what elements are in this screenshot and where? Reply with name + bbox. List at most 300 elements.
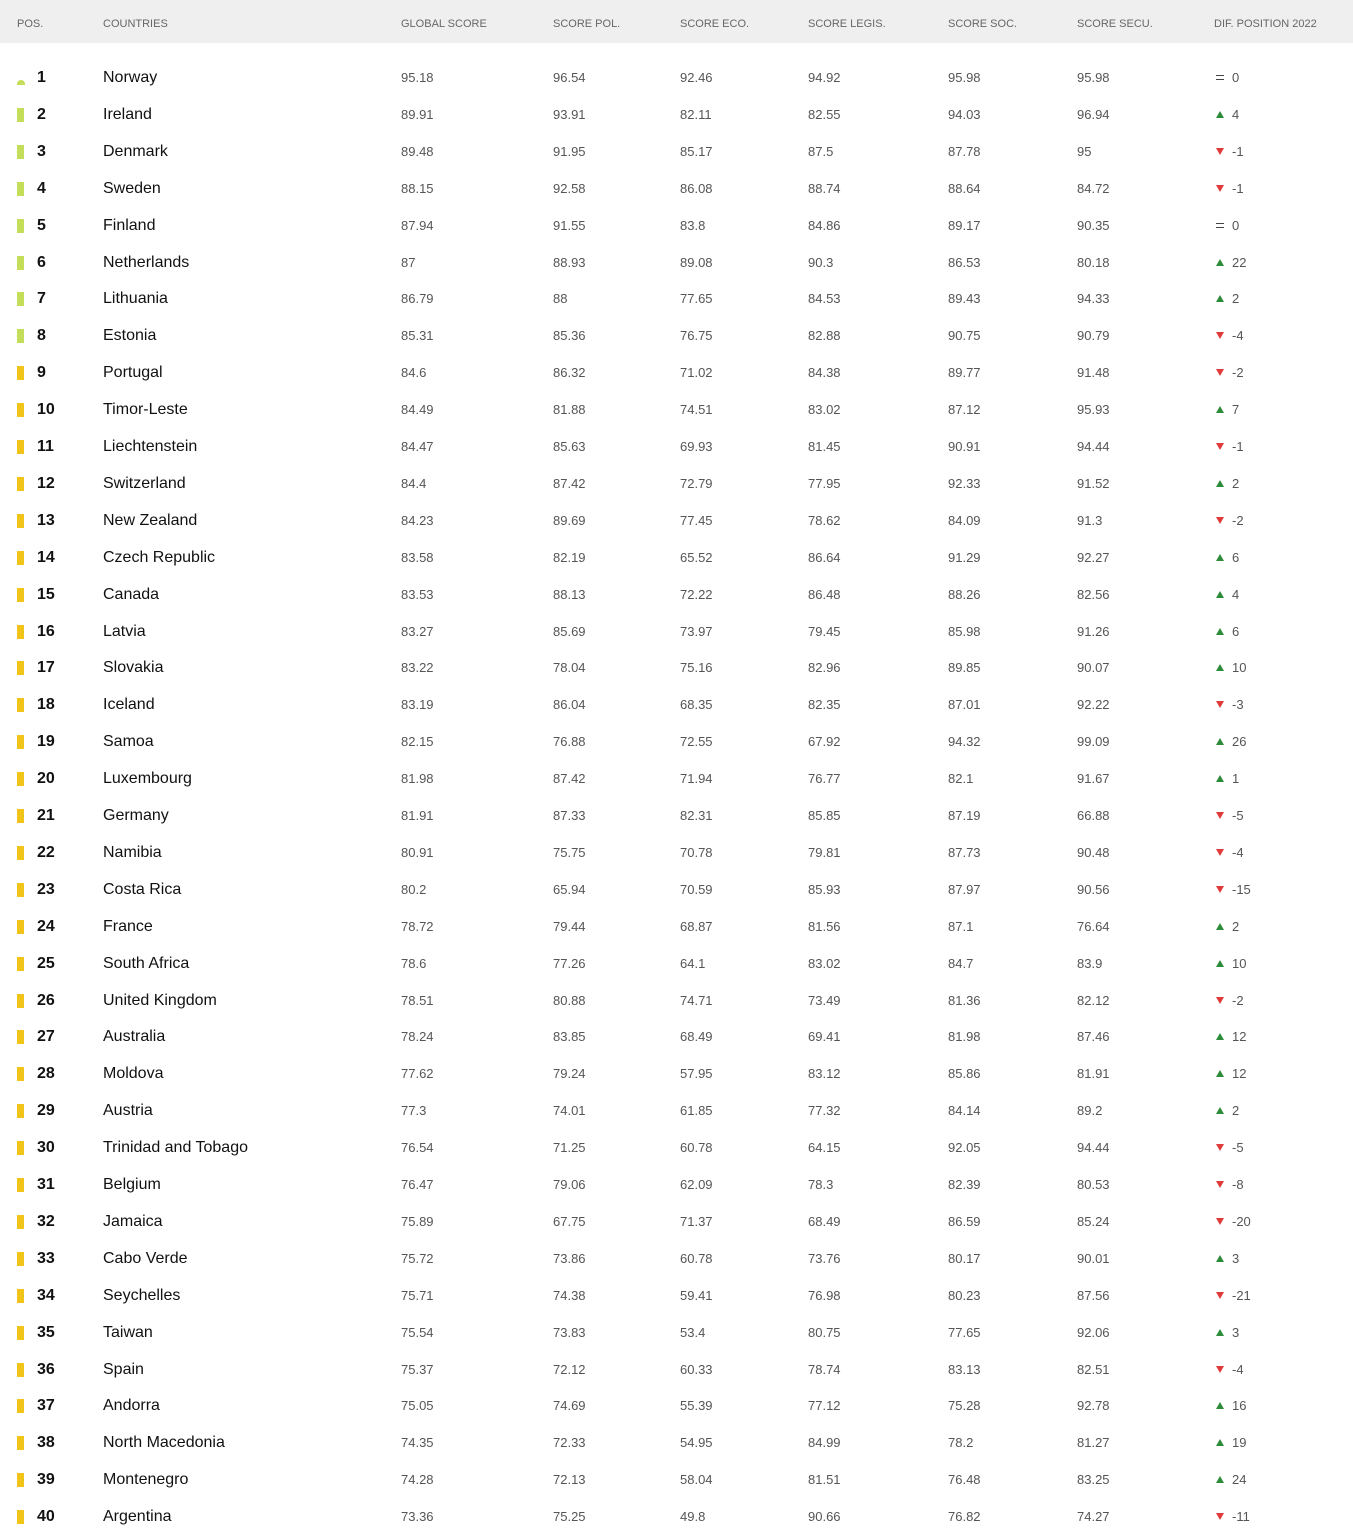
global-score: 83.53 <box>401 586 434 602</box>
score-eco: 53.4 <box>680 1324 706 1340</box>
country-name[interactable]: Sweden <box>103 179 161 197</box>
global-score: 87.94 <box>401 217 434 233</box>
score-pol: 72.13 <box>553 1472 586 1488</box>
country-name[interactable]: Latvia <box>103 622 146 640</box>
score-pol: 67.75 <box>553 1213 586 1229</box>
position-change-value: -8 <box>1232 1177 1244 1192</box>
rank-color-marker <box>17 1067 24 1081</box>
table-row[interactable] <box>0 59 1353 96</box>
score-legis: 88.74 <box>808 180 841 196</box>
arrow-down-icon <box>1216 812 1224 819</box>
score-legis: 83.12 <box>808 1066 841 1082</box>
table-row[interactable] <box>0 465 1353 502</box>
country-name[interactable]: Germany <box>103 807 169 824</box>
score-soc: 88.64 <box>948 180 981 196</box>
position-change-value: -2 <box>1232 992 1244 1008</box>
arrow-down-icon <box>1216 1513 1224 1520</box>
score-pol: 72.12 <box>553 1361 586 1377</box>
table-row[interactable] <box>0 1203 1353 1240</box>
score-eco: 64.1 <box>680 955 706 971</box>
arrow-up-icon <box>1216 1107 1224 1114</box>
global-score: 88.15 <box>401 180 434 196</box>
score-secu: 81.91 <box>1077 1066 1110 1082</box>
header-global-score[interactable]: GLOBAL SCORE <box>401 18 487 30</box>
global-score: 83.22 <box>401 660 434 676</box>
rank-color-marker <box>17 772 24 786</box>
table-row[interactable] <box>0 1129 1353 1166</box>
score-secu: 99.09 <box>1077 734 1110 750</box>
country-name[interactable]: Timor-Leste <box>103 401 188 419</box>
country-name[interactable]: South Africa <box>103 954 190 972</box>
score-legis: 82.55 <box>808 106 841 122</box>
score-legis: 82.96 <box>808 660 841 676</box>
equals-icon <box>1216 223 1224 228</box>
table-row[interactable] <box>0 539 1353 576</box>
position-change <box>1216 649 1246 686</box>
position-change <box>1216 797 1244 834</box>
score-legis: 79.81 <box>808 844 841 860</box>
country-name[interactable]: Namibia <box>103 843 162 861</box>
position-change-value: -21 <box>1232 1287 1251 1303</box>
global-score: 75.37 <box>401 1361 434 1377</box>
rank-position: 7 <box>37 290 46 308</box>
country-name[interactable]: Lithuania <box>103 290 168 308</box>
table-row[interactable] <box>0 1018 1353 1055</box>
country-name[interactable]: Australia <box>103 1028 166 1046</box>
score-legis: 87.5 <box>808 143 834 159</box>
table-row[interactable] <box>0 760 1353 797</box>
country-name[interactable]: Trinidad and Tobago <box>103 1139 248 1157</box>
table-row[interactable] <box>0 1055 1353 1092</box>
global-score: 89.48 <box>401 143 434 159</box>
country-name[interactable]: United Kingdom <box>103 991 217 1009</box>
position-change-value: 12 <box>1232 1029 1247 1045</box>
table-row[interactable] <box>0 1498 1353 1535</box>
country-name[interactable]: Montenegro <box>103 1471 189 1489</box>
table-row[interactable] <box>0 1461 1353 1498</box>
score-eco: 59.41 <box>680 1287 713 1303</box>
country-name[interactable]: Canada <box>103 585 160 603</box>
position-change <box>1216 317 1244 354</box>
score-secu: 66.88 <box>1077 808 1110 823</box>
global-score: 75.89 <box>401 1213 434 1229</box>
rank-position: 23 <box>37 880 55 898</box>
position-change-value: -4 <box>1232 844 1244 860</box>
header-score-legis[interactable]: SCORE LEGIS. <box>808 18 886 30</box>
score-eco: 71.02 <box>680 365 713 381</box>
position-change-value: 22 <box>1232 254 1247 270</box>
table-row[interactable] <box>0 834 1353 871</box>
rank-position: 37 <box>37 1397 55 1415</box>
score-legis: 90.66 <box>808 1509 841 1525</box>
table-row[interactable] <box>0 354 1353 391</box>
global-score: 81.91 <box>401 808 434 823</box>
country-name[interactable]: Iceland <box>103 696 155 714</box>
table-row[interactable] <box>0 244 1353 281</box>
country-name[interactable]: Samoa <box>103 733 154 751</box>
table-row[interactable] <box>0 1277 1353 1314</box>
rank-position: 33 <box>37 1249 55 1267</box>
score-pol: 87.42 <box>553 475 586 491</box>
rank-position: 40 <box>37 1508 55 1526</box>
position-change-value: -15 <box>1232 881 1251 897</box>
country-name[interactable]: Portugal <box>103 364 163 382</box>
score-secu: 91.3 <box>1077 512 1103 528</box>
score-soc: 82.39 <box>948 1177 981 1192</box>
score-eco: 86.08 <box>680 180 713 196</box>
table-row[interactable] <box>0 1424 1353 1461</box>
rank-position: 17 <box>37 659 55 677</box>
rank-color-marker <box>17 1104 24 1118</box>
header-score-soc[interactable]: SCORE SOC. <box>948 18 1018 30</box>
arrow-down-icon <box>1216 1366 1224 1373</box>
score-legis: 73.49 <box>808 992 841 1008</box>
table-row[interactable] <box>0 170 1353 207</box>
table-row[interactable] <box>0 686 1353 723</box>
table-row[interactable] <box>0 871 1353 908</box>
header-score-eco[interactable]: SCORE ECO. <box>680 18 750 30</box>
table-row[interactable] <box>0 945 1353 982</box>
table-row[interactable] <box>0 133 1353 170</box>
score-eco: 61.85 <box>680 1103 713 1119</box>
table-header <box>0 0 1353 43</box>
score-eco: 85.17 <box>680 143 713 159</box>
score-secu: 84.72 <box>1077 180 1110 196</box>
rank-position: 34 <box>37 1286 55 1304</box>
position-change <box>1216 244 1246 281</box>
score-eco: 82.11 <box>680 106 712 122</box>
country-name[interactable]: Estonia <box>103 327 157 345</box>
position-change-value: 1 <box>1232 771 1240 787</box>
score-eco: 77.45 <box>680 512 713 528</box>
score-soc: 87.97 <box>948 881 981 897</box>
score-eco: 71.94 <box>680 771 713 787</box>
position-change <box>1216 760 1239 797</box>
position-change-value: -20 <box>1232 1213 1251 1229</box>
country-name[interactable]: Costa Rica <box>103 880 182 898</box>
table-row[interactable] <box>0 576 1353 613</box>
score-secu: 91.26 <box>1077 623 1110 639</box>
global-score: 78.24 <box>401 1029 434 1045</box>
score-legis: 81.51 <box>808 1472 841 1488</box>
arrow-up-icon <box>1216 480 1224 487</box>
score-eco: 55.39 <box>680 1398 713 1414</box>
rank-color-marker <box>17 698 24 712</box>
score-legis: 94.92 <box>808 70 841 85</box>
score-soc: 75.28 <box>948 1398 981 1414</box>
score-legis: 68.49 <box>808 1213 841 1229</box>
position-change <box>1216 723 1246 760</box>
score-soc: 80.17 <box>948 1250 981 1266</box>
arrow-up-icon <box>1216 591 1224 598</box>
table-row[interactable] <box>0 502 1353 539</box>
country-name[interactable]: Cabo Verde <box>103 1249 188 1267</box>
score-soc: 92.05 <box>948 1140 981 1156</box>
arrow-down-icon <box>1216 1144 1224 1151</box>
rank-color-marker <box>17 625 24 639</box>
global-score: 84.23 <box>401 512 434 528</box>
rank-color-marker <box>17 1141 24 1155</box>
table-row[interactable] <box>0 1166 1353 1203</box>
country-name[interactable]: Denmark <box>103 142 168 160</box>
table-row[interactable] <box>0 280 1353 317</box>
rank-color-marker <box>17 80 25 85</box>
arrow-up-icon <box>1216 664 1224 671</box>
score-legis: 77.32 <box>808 1103 841 1119</box>
table-row[interactable] <box>0 96 1353 133</box>
position-change-value: -11 <box>1232 1509 1250 1525</box>
table-row[interactable] <box>0 1314 1353 1351</box>
score-secu: 80.18 <box>1077 254 1110 270</box>
position-change <box>1216 502 1244 539</box>
rank-position: 12 <box>37 474 55 492</box>
country-name[interactable]: Finland <box>103 216 156 234</box>
rank-position: 22 <box>37 843 55 861</box>
score-secu: 92.27 <box>1077 549 1110 565</box>
score-legis: 77.12 <box>808 1398 841 1414</box>
header-dif-position[interactable]: DIF. POSITION 2022 <box>1214 18 1317 30</box>
country-name[interactable]: Netherlands <box>103 253 190 271</box>
rank-color-marker <box>17 329 24 343</box>
position-change <box>1216 1461 1246 1498</box>
arrow-up-icon <box>1216 1255 1224 1262</box>
arrow-down-icon <box>1216 1181 1224 1188</box>
country-name[interactable]: Czech Republic <box>103 548 216 566</box>
score-secu: 92.78 <box>1077 1398 1110 1414</box>
score-secu: 91.48 <box>1077 365 1110 381</box>
score-legis: 80.75 <box>808 1324 841 1340</box>
rank-color-marker <box>17 256 24 270</box>
rank-color-marker <box>17 551 24 565</box>
table-row[interactable] <box>0 207 1353 244</box>
country-name[interactable]: Belgium <box>103 1176 161 1193</box>
score-legis: 84.38 <box>808 365 841 381</box>
rank-position: 21 <box>37 807 55 824</box>
score-soc: 84.09 <box>948 512 981 528</box>
score-eco: 60.33 <box>680 1361 713 1377</box>
score-pol: 93.91 <box>553 106 586 122</box>
score-soc: 78.2 <box>948 1435 974 1451</box>
position-change <box>1216 1314 1239 1351</box>
position-change <box>1216 428 1244 465</box>
header-countries[interactable]: COUNTRIES <box>103 18 168 30</box>
score-pol: 74.01 <box>553 1103 586 1119</box>
score-eco: 70.59 <box>680 881 713 897</box>
score-secu: 82.51 <box>1077 1361 1110 1377</box>
score-soc: 88.26 <box>948 586 981 602</box>
score-pol: 87.33 <box>553 808 586 823</box>
country-name[interactable]: Jamaica <box>103 1212 163 1230</box>
score-eco: 72.79 <box>680 475 713 491</box>
global-score: 76.47 <box>401 1177 434 1192</box>
score-secu: 90.01 <box>1077 1250 1110 1266</box>
country-name[interactable]: New Zealand <box>103 511 198 529</box>
score-secu: 95.93 <box>1077 402 1110 418</box>
position-change-value: -1 <box>1232 180 1244 196</box>
country-name[interactable]: Andorra <box>103 1397 160 1415</box>
score-secu: 91.52 <box>1077 475 1110 491</box>
score-eco: 89.08 <box>680 254 713 270</box>
table-row[interactable] <box>0 1240 1353 1277</box>
country-name[interactable]: Liechtenstein <box>103 438 198 455</box>
position-change <box>1216 1240 1239 1277</box>
score-secu: 94.44 <box>1077 439 1110 454</box>
table-row[interactable] <box>0 317 1353 354</box>
score-eco: 70.78 <box>680 844 713 860</box>
rank-color-marker <box>17 1030 24 1044</box>
table-row[interactable] <box>0 982 1353 1019</box>
score-eco: 68.49 <box>680 1029 713 1045</box>
country-name[interactable]: Taiwan <box>103 1323 153 1341</box>
position-change <box>1216 1092 1239 1129</box>
table-row[interactable] <box>0 649 1353 686</box>
score-soc: 94.32 <box>948 734 981 750</box>
rank-position: 35 <box>37 1323 55 1341</box>
country-name[interactable]: Argentina <box>103 1508 172 1526</box>
score-legis: 83.02 <box>808 402 841 418</box>
rank-position: 20 <box>37 770 55 788</box>
score-legis: 84.99 <box>808 1435 841 1451</box>
position-change <box>1216 982 1244 1019</box>
rank-position: 26 <box>37 991 55 1009</box>
score-secu: 90.35 <box>1077 217 1110 233</box>
country-name[interactable]: Seychelles <box>103 1286 181 1304</box>
rank-position: 5 <box>37 216 46 234</box>
global-score: 78.51 <box>401 992 434 1008</box>
table-row[interactable] <box>0 797 1353 834</box>
table-row[interactable] <box>0 391 1353 428</box>
arrow-up-icon <box>1216 554 1224 561</box>
rank-position: 13 <box>37 511 55 529</box>
country-name[interactable]: Ireland <box>103 105 152 123</box>
country-name[interactable]: France <box>103 917 153 935</box>
score-soc: 84.14 <box>948 1103 981 1119</box>
arrow-up-icon <box>1216 1070 1224 1077</box>
header-pos[interactable]: POS. <box>17 18 44 30</box>
position-change <box>1216 613 1239 650</box>
global-score: 84.47 <box>401 439 434 454</box>
position-change-value: 2 <box>1232 918 1240 934</box>
arrow-down-icon <box>1216 369 1224 376</box>
score-pol: 65.94 <box>553 881 586 897</box>
score-pol: 73.83 <box>553 1324 586 1340</box>
position-change <box>1216 1129 1244 1166</box>
country-name[interactable]: Norway <box>103 69 158 86</box>
rank-color-marker <box>17 403 24 417</box>
score-pol: 79.06 <box>553 1177 586 1192</box>
table-row[interactable] <box>0 1387 1353 1424</box>
rank-position: 2 <box>37 105 46 123</box>
position-change <box>1216 1277 1251 1314</box>
arrow-up-icon <box>1216 1402 1224 1409</box>
position-change-value: 0 <box>1232 70 1240 85</box>
country-name[interactable]: Luxembourg <box>103 770 192 788</box>
country-name[interactable]: Austria <box>103 1102 153 1120</box>
rank-position: 25 <box>37 954 55 972</box>
score-secu: 76.64 <box>1077 918 1110 934</box>
score-eco: 54.95 <box>680 1435 713 1451</box>
score-legis: 81.45 <box>808 439 841 454</box>
table-row[interactable] <box>0 613 1353 650</box>
country-name[interactable]: Slovakia <box>103 659 164 677</box>
country-name[interactable]: Moldova <box>103 1065 164 1083</box>
rank-color-marker <box>17 883 24 897</box>
global-score: 83.58 <box>401 549 434 565</box>
score-secu: 83.25 <box>1077 1472 1110 1488</box>
header-score-pol[interactable]: SCORE POL. <box>553 18 621 30</box>
global-score: 74.35 <box>401 1435 434 1451</box>
score-soc: 89.17 <box>948 217 981 233</box>
arrow-down-icon <box>1216 148 1224 155</box>
table-row[interactable] <box>0 723 1353 760</box>
global-score: 86.79 <box>401 291 434 307</box>
score-pol: 85.63 <box>553 439 586 454</box>
position-change-value: 2 <box>1232 1103 1240 1119</box>
rank-position: 29 <box>37 1102 55 1120</box>
global-score: 75.72 <box>401 1250 434 1266</box>
score-eco: 74.51 <box>680 402 713 418</box>
position-change <box>1216 280 1239 317</box>
score-eco: 75.16 <box>680 660 713 676</box>
table-row[interactable] <box>0 1092 1353 1129</box>
country-name[interactable]: North Macedonia <box>103 1434 225 1452</box>
rank-position: 19 <box>37 733 55 751</box>
position-change-value: 6 <box>1232 549 1240 565</box>
position-change <box>1216 1498 1250 1535</box>
rank-color-marker <box>17 1510 24 1524</box>
score-soc: 91.29 <box>948 549 981 565</box>
table-row[interactable] <box>0 908 1353 945</box>
rank-position: 31 <box>37 1176 55 1193</box>
score-eco: 49.8 <box>680 1509 706 1525</box>
rank-position: 24 <box>37 917 55 935</box>
position-change <box>1216 1018 1246 1055</box>
position-change <box>1216 170 1244 207</box>
score-soc: 94.03 <box>948 106 981 122</box>
rank-color-marker <box>17 661 24 675</box>
rank-color-marker <box>17 809 24 823</box>
score-legis: 85.85 <box>808 808 841 823</box>
country-name[interactable]: Switzerland <box>103 474 186 492</box>
header-score-secu[interactable]: SCORE SECU. <box>1077 18 1153 30</box>
score-eco: 69.93 <box>680 439 713 454</box>
score-secu: 90.79 <box>1077 328 1110 344</box>
global-score: 73.36 <box>401 1509 434 1525</box>
position-change-value: 7 <box>1232 402 1240 418</box>
table-row[interactable] <box>0 428 1353 465</box>
position-change-value: 2 <box>1232 291 1240 307</box>
score-secu: 89.2 <box>1077 1103 1103 1119</box>
rank-color-marker <box>17 1289 24 1303</box>
table-row[interactable] <box>0 1351 1353 1388</box>
arrow-up-icon <box>1216 960 1224 967</box>
arrow-up-icon <box>1216 1033 1224 1040</box>
position-change-value: 2 <box>1232 475 1240 491</box>
global-score: 74.28 <box>401 1472 434 1488</box>
rank-color-marker <box>17 1178 24 1192</box>
score-pol: 75.25 <box>553 1509 586 1525</box>
country-name[interactable]: Spain <box>103 1360 144 1378</box>
global-score: 82.15 <box>401 734 434 750</box>
score-pol: 76.88 <box>553 734 586 750</box>
position-change <box>1216 354 1244 391</box>
global-score: 80.2 <box>401 881 427 897</box>
rank-position: 28 <box>37 1065 55 1083</box>
score-soc: 84.7 <box>948 955 974 971</box>
rank-position: 39 <box>37 1471 55 1489</box>
score-soc: 81.36 <box>948 992 981 1008</box>
rank-color-marker <box>17 1473 24 1487</box>
